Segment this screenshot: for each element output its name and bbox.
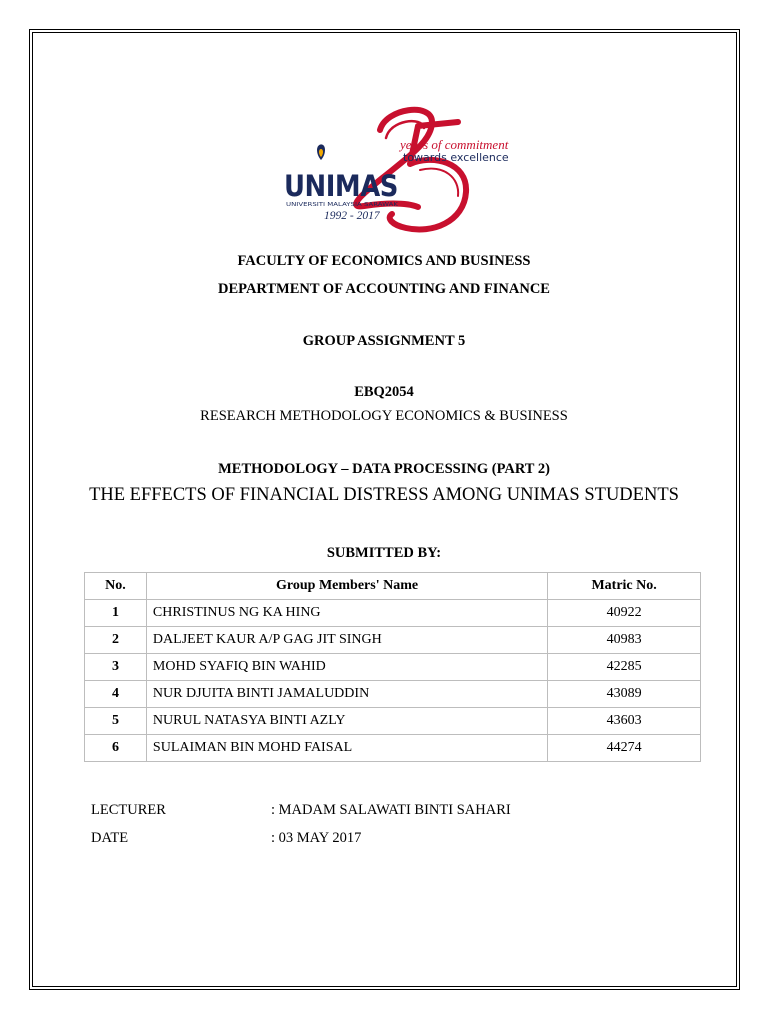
table-row <box>85 735 701 762</box>
member-matric: 44274 <box>548 735 701 762</box>
member-matric: 42285 <box>548 654 701 681</box>
table-row <box>85 681 701 708</box>
member-number: 3 <box>85 654 147 681</box>
member-name: MOHD SYAFIQ BIN WAHID <box>146 654 547 681</box>
column-header-matric: Matric No. <box>548 573 701 600</box>
member-name: NURUL NATASYA BINTI AZLY <box>146 708 547 735</box>
date-label: DATE <box>91 830 129 846</box>
group-members-table <box>84 572 701 762</box>
member-number: 5 <box>85 708 147 735</box>
slogan-line-2: towards excellence <box>403 151 509 164</box>
university-name-line: UNIVERSITI MALAYSIA SARAWAK <box>286 202 399 208</box>
slogan-line-1: years of commitment <box>400 137 509 152</box>
member-name: CHRISTINUS NG KA HING <box>146 600 547 627</box>
member-name: SULAIMAN BIN MOHD FAISAL <box>146 735 547 762</box>
member-number: 2 <box>85 627 147 654</box>
lecturer-label: LECTURER <box>91 802 166 818</box>
member-name: NUR DJUITA BINTI JAMALUDDIN <box>146 681 547 708</box>
lecturer-value: : MADAM SALAWATI BINTI SAHARI <box>271 802 511 818</box>
member-number: 4 <box>85 681 147 708</box>
unimas-25-years-logo <box>282 100 522 236</box>
course-name: RESEARCH METHODOLOGY ECONOMICS & BUSINESS <box>200 408 568 424</box>
assignment-title: GROUP ASSIGNMENT 5 <box>302 333 466 349</box>
column-header-no: No. <box>85 573 147 600</box>
table-row <box>85 654 701 681</box>
date-value: : 03 MAY 2017 <box>271 830 362 846</box>
member-matric: 43603 <box>548 708 701 735</box>
faculty-name: FACULTY OF ECONOMICS AND BUSINESS <box>237 253 531 269</box>
unimas-emblem-icon <box>317 144 325 160</box>
member-name: DALJEET KAUR A/P GAG JIT SINGH <box>146 627 547 654</box>
table-row <box>85 627 701 654</box>
table-row <box>85 600 701 627</box>
submitted-by-heading: SUBMITTED BY: <box>326 545 442 561</box>
anniversary-years: 1992 - 2017 <box>324 210 380 222</box>
member-matric: 43089 <box>548 681 701 708</box>
section-heading: METHODOLOGY – DATA PROCESSING (PART 2) <box>218 461 550 477</box>
column-header-name: Group Members' Name <box>146 573 547 600</box>
table-header-row <box>85 573 701 600</box>
member-matric: 40983 <box>548 627 701 654</box>
member-number: 6 <box>85 735 147 762</box>
course-code: EBQ2054 <box>354 384 414 400</box>
table-row <box>85 708 701 735</box>
member-number: 1 <box>85 600 147 627</box>
report-title: THE EFFECTS OF FINANCIAL DISTRESS AMONG UNIMAS STUDENTS <box>89 485 679 505</box>
member-matric: 40922 <box>548 600 701 627</box>
unimas-wordmark: UNIMAS <box>284 169 398 203</box>
department-name: DEPARTMENT OF ACCOUNTING AND FINANCE <box>218 281 550 297</box>
